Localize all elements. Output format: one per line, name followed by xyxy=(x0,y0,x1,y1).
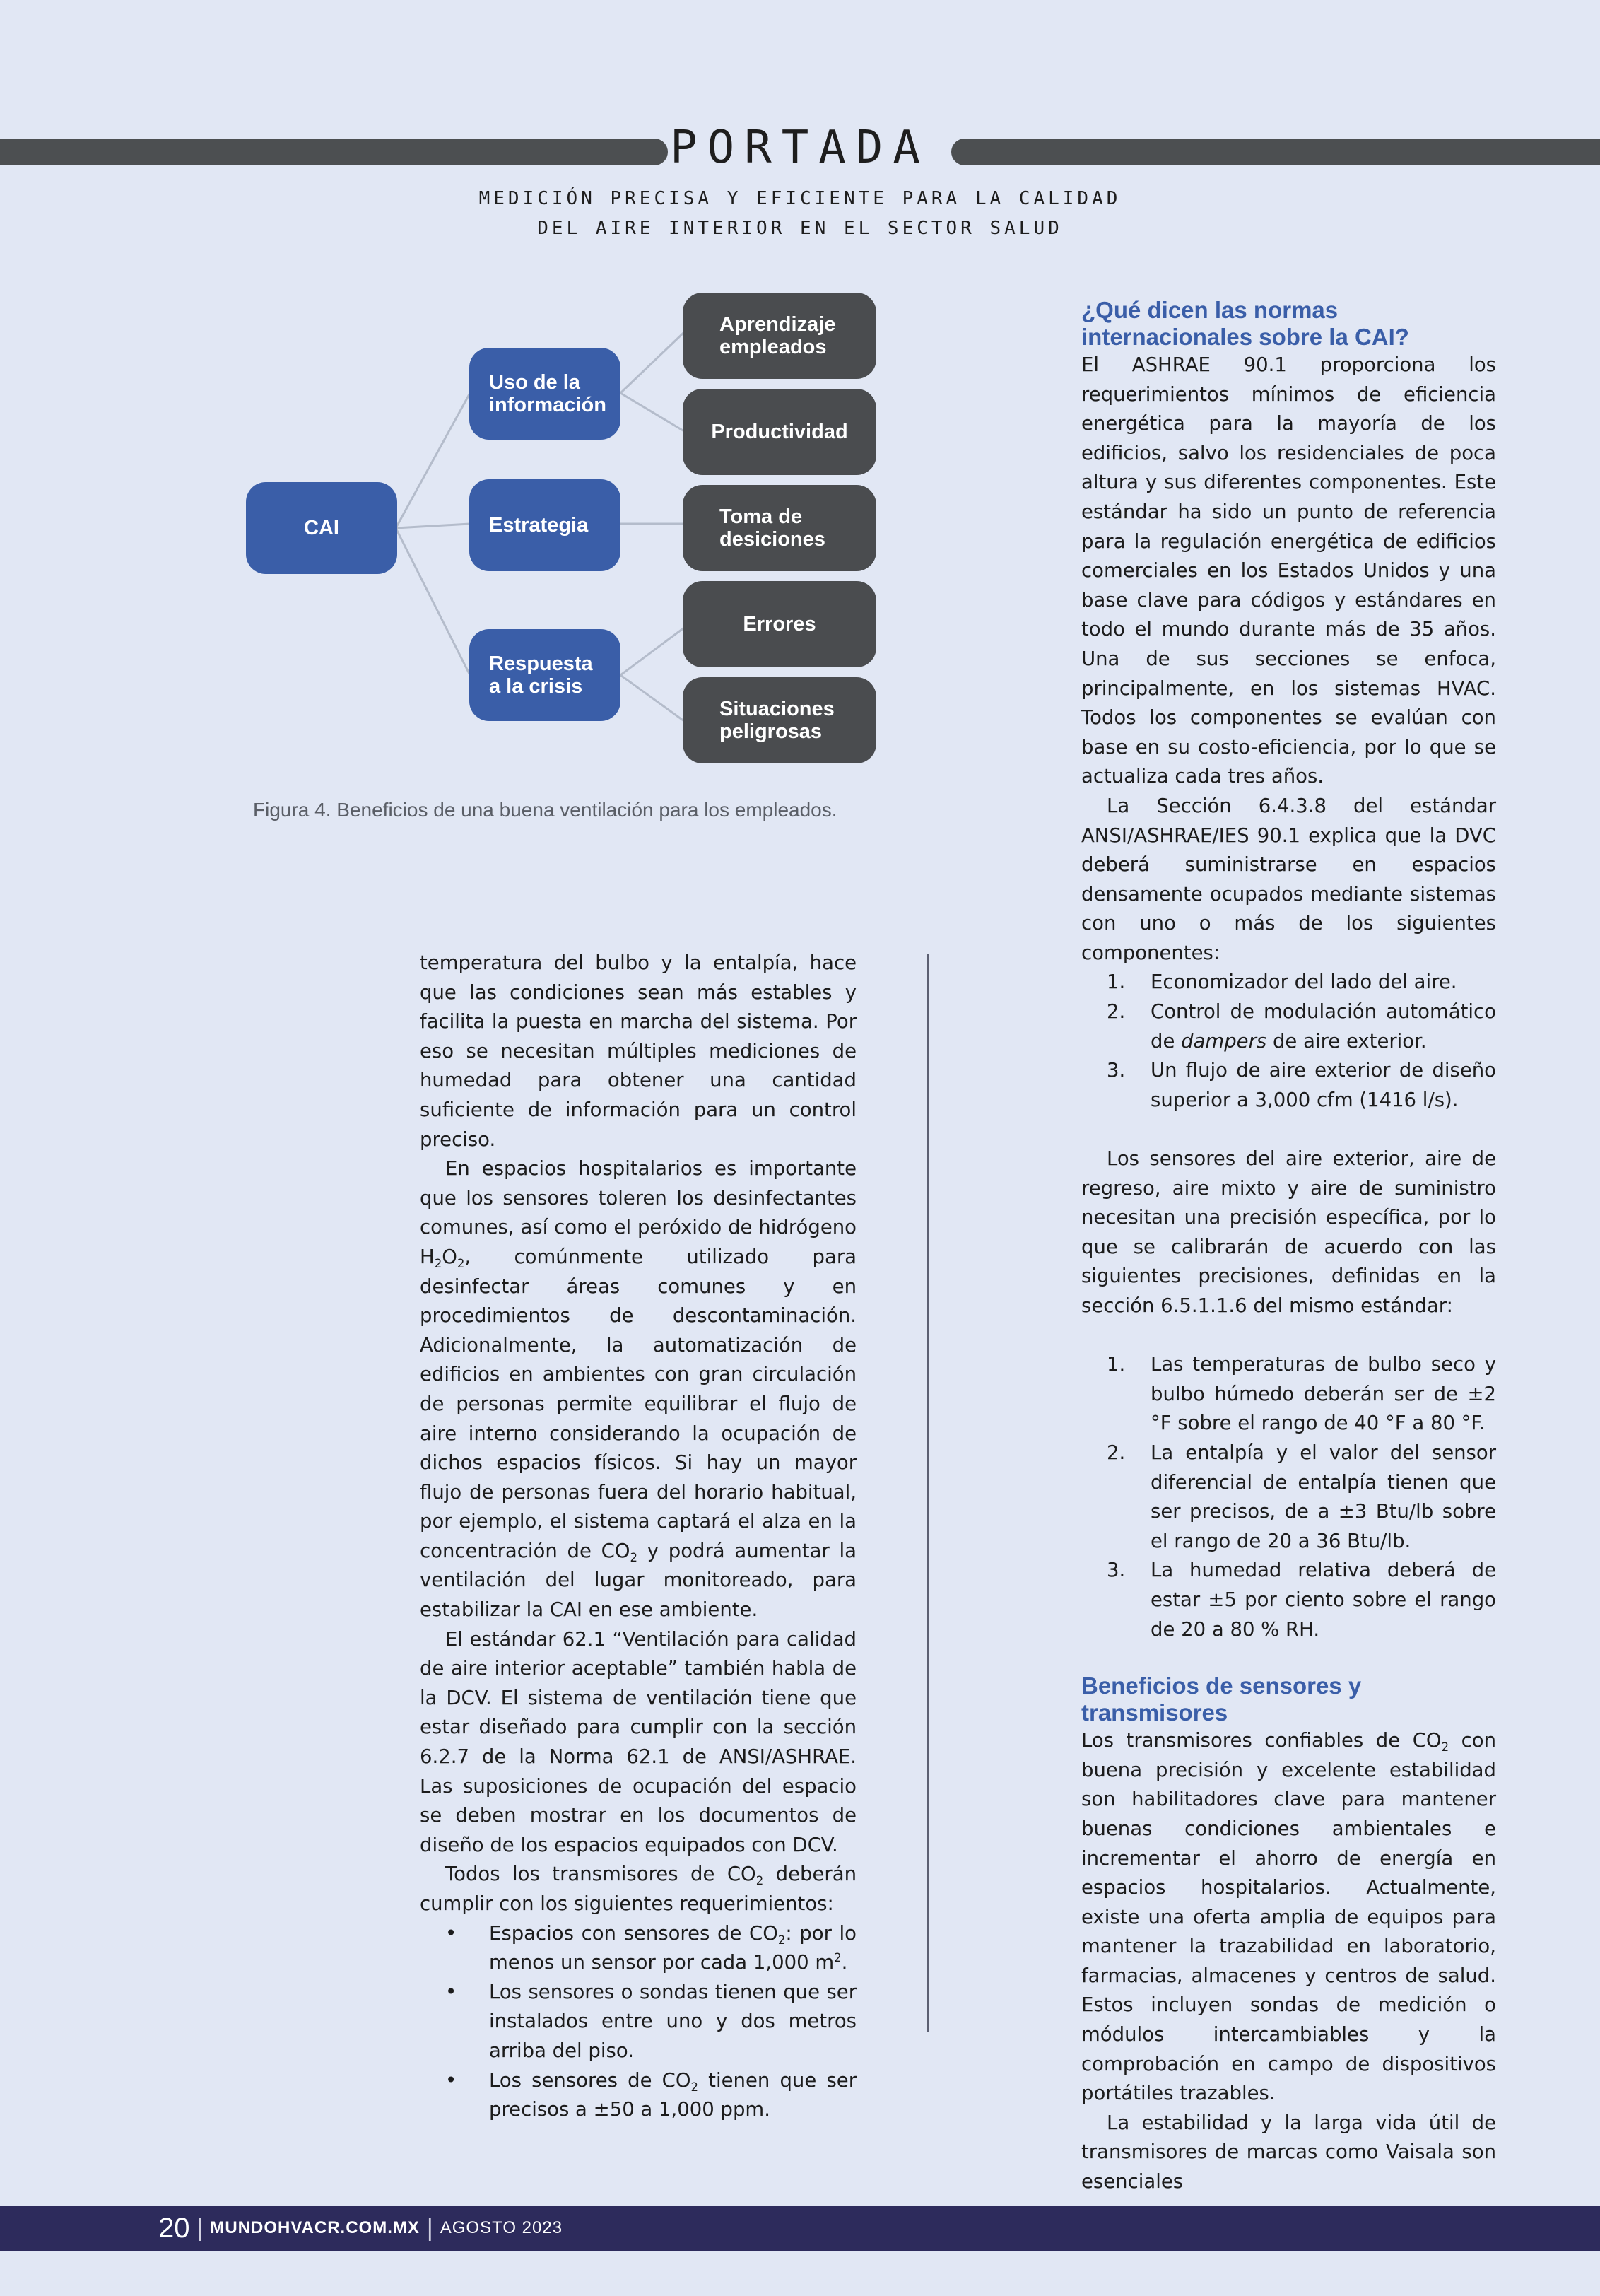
connector-root-branch1 xyxy=(396,393,470,528)
bullet-3-text-b: tienen que ser precisos a ±50 a 1,000 ppm. xyxy=(489,2068,857,2121)
footer-info xyxy=(158,2210,563,2247)
article-subtitle xyxy=(0,184,1600,243)
right-paragraph-4 xyxy=(1081,1726,1496,2109)
requirements-bullet-list xyxy=(420,1919,857,2125)
precision-item-3-text: La humedad relativa deberá de estar ±5 por ciento sobre el rango de 20 a 80 % RH. xyxy=(1151,1559,1496,1641)
right-p4-text-a: Los transmisores confiables de CO xyxy=(1081,1729,1442,1752)
column-divider xyxy=(927,954,929,2032)
mid-p2-text-c: , comúnmente utilizado para desinfectar áreas comunes y en procedimientos de descontaminación. Adicionalmente, la automatización de edificios en ambientes con gran circulación de personas permite equilibrar el flujo de aire interno considerando la ocupación de dichos espacios físicos. Si hay un mayor flujo de personas fuera del horario habitual, por ejemplo, el sistema captará el alza en la concentración de CO xyxy=(420,1245,857,1562)
subscript-2: 2 xyxy=(690,2080,699,2094)
number-marker: 3. xyxy=(1107,1059,1126,1082)
bullet-marker: • xyxy=(445,2068,457,2092)
bullet-item-3 xyxy=(420,2066,857,2125)
node-uso-informacion xyxy=(469,348,620,440)
number-marker: 3. xyxy=(1107,1559,1126,1582)
precision-item-2 xyxy=(1081,1439,1496,1556)
node-respuesta-crisis xyxy=(469,629,620,721)
bullet-1-text-b: : por lo menos un sensor por cada 1,000 m xyxy=(489,1921,857,1974)
node-uso-informacion-label xyxy=(489,371,606,416)
mid-paragraph-1: temperatura del bulbo y la entalpía, hace que las condiciones sean más estables y facilita la puesta en marcha del sistema. Por eso se necesitan múltiples mediciones de humedad para obtener una cantidad suficiente de información para un control preciso. xyxy=(420,951,857,1151)
subscript-2: 2 xyxy=(755,1874,764,1888)
connector-branch1-leaf1 xyxy=(620,332,684,393)
node-situaciones-label xyxy=(719,698,835,743)
connector-branch1-leaf2 xyxy=(620,393,684,431)
numbered-item-3-text: Un flujo de aire exterior de diseño superior a 3,000 cfm (1416 l/s). xyxy=(1151,1059,1496,1111)
connector-root-branch2 xyxy=(396,524,470,528)
footer-separator: | xyxy=(196,2214,204,2242)
node-respuesta-crisis-line1: Respuesta xyxy=(489,652,593,675)
spacer xyxy=(1081,1321,1496,1351)
node-uso-informacion-line1: Uso de la xyxy=(489,371,580,394)
numbered-item-1-text: Economizador del lado del aire. xyxy=(1151,971,1457,994)
node-toma-desiciones xyxy=(683,485,876,571)
page-number: 20 xyxy=(158,2212,190,2244)
node-errores-label: Errores xyxy=(743,613,816,636)
mid-p2-text-a: En espacios hospitalarios es importante que los sensores toleren los desinfectantes comunes, así como el peróxido de hidrógeno H xyxy=(420,1157,857,1268)
node-aprendizaje-label xyxy=(719,313,835,358)
precision-item-3 xyxy=(1081,1556,1496,1644)
connector-branch3-leaf4 xyxy=(620,628,684,675)
mid-paragraph-2 xyxy=(420,1154,857,1625)
node-toma-desiciones-label xyxy=(719,505,825,551)
issue-date: AGOSTO 2023 xyxy=(440,2218,563,2237)
node-respuesta-crisis-label xyxy=(489,652,593,698)
node-estrategia-label: Estrategia xyxy=(489,514,589,537)
precision-item-2-text: La entalpía y el valor del sensor diferencial de entalpía tienen que ser precisos, de a ±3 Btu/lb sobre el rango de 20 a 36 Btu/lb. xyxy=(1151,1441,1496,1552)
right-paragraph-1: El ASHRAE 90.1 proporciona los requerimientos mínimos de eficiencia energética para la mayoría de los edificios, salvo los residenciales de poca altura y sus diferentes componentes. Este estándar ha sido un punto de referencia para la regulación energética de edificios comerciales en los Estados Unidos y una base clave para códigos y estándares en todo el mundo durante más de 35 años. Una de sus secciones se enfoca, principalmente, en los sistemas HVAC. Todos los componentes se evalúan con base en su costo-eficiencia, por lo que se actualiza cada tres años. xyxy=(1081,353,1496,788)
subtitle-line-1: MEDICIÓN PRECISA Y EFICIENTE PARA LA CALIDAD xyxy=(478,188,1122,209)
numbered-item-2-text-c: de aire exterior. xyxy=(1266,1029,1427,1053)
node-toma-desiciones-line1: Toma de xyxy=(719,505,803,528)
node-productividad xyxy=(683,389,876,475)
node-productividad-label: Productividad xyxy=(711,421,848,443)
bullet-marker: • xyxy=(445,1980,457,2003)
section-title: PORTADA xyxy=(670,122,930,174)
heading-beneficios: Beneficios de sensores y transmisores xyxy=(1081,1673,1362,1726)
node-respuesta-crisis-line2: a la crisis xyxy=(489,675,583,698)
node-situaciones-peligrosas xyxy=(683,677,876,763)
node-uso-informacion-line2: información xyxy=(489,394,606,416)
subscript-2: 2 xyxy=(1441,1740,1449,1755)
components-numbered-list xyxy=(1081,968,1496,1115)
benefits-diagram xyxy=(226,283,905,778)
node-aprendizaje-line1: Aprendizaje xyxy=(719,313,836,336)
connector-root-branch3 xyxy=(396,528,470,675)
footer-separator: | xyxy=(426,2214,433,2242)
right-paragraph-5: La estabilidad y la larga vida útil de transmisores de marcas como Vaisala son esenciales xyxy=(1081,2111,1496,2194)
heading-normas: ¿Qué dicen las normas internacionales sobre la CAI? xyxy=(1081,297,1409,350)
precision-numbered-list xyxy=(1081,1350,1496,1644)
mid-p4-text-b: deberán cumplir con los siguientes requerimientos: xyxy=(420,1863,857,1915)
bullet-marker: • xyxy=(445,1921,457,1945)
spacer xyxy=(1081,1115,1496,1144)
mid-paragraph-3: El estándar 62.1 “Ventilación para calidad de aire interior aceptable” también habla de la DCV. El sistema de ventilación tiene que estar diseñado para cumplir con la sección 6.2.7 de la Norma 62.1 de ANSI/ASHRAE. Las suposiciones de ocupación del espacio se deben mostrar en los documentos de diseño de los espacios equipados con DCV. xyxy=(420,1627,857,1856)
numbered-item-3 xyxy=(1081,1056,1496,1115)
node-situaciones-line1: Situaciones xyxy=(719,698,835,720)
number-marker: 2. xyxy=(1107,1000,1126,1024)
mid-p4-text-a: Todos los transmisores de CO xyxy=(445,1863,756,1886)
subscript-2: 2 xyxy=(457,1256,465,1270)
bullet-item-1 xyxy=(420,1919,857,1978)
right-paragraph-2: La Sección 6.4.3.8 del estándar ANSI/ASHRAE/IES 90.1 explica que la DVC deberá suministrarse en espacios densamente ocupados mediante sistemas con uno o más de los siguientes componentes: xyxy=(1081,794,1496,964)
node-toma-desiciones-line2: desiciones xyxy=(719,528,825,551)
mid-p2-text-d: y podrá aumentar la ventilación del lugar monitoreado, para estabilizar la CAI en ese ambiente. xyxy=(420,1539,857,1622)
connector-branch3-leaf5 xyxy=(620,675,684,721)
number-marker: 1. xyxy=(1107,1353,1126,1376)
subtitle-line-2: DEL AIRE INTERIOR EN EL SECTOR SALUD xyxy=(537,218,1063,239)
subscript-2: 2 xyxy=(777,1933,786,1947)
node-cai-label: CAI xyxy=(304,517,339,539)
right-paragraph-3: Los sensores del aire exterior, aire de regreso, aire mixto y aire de suministro necesitan una precisión específica, por lo que se calibrarán de acuerdo con las siguientes precisiones, definidas en la sección 6.5.1.1.6 del mismo estándar: xyxy=(1081,1147,1496,1317)
subscript-2: 2 xyxy=(630,1550,637,1564)
body-column-middle xyxy=(420,949,857,2125)
bullet-1-text-a: Espacios con sensores de CO xyxy=(489,1921,778,1945)
numbered-item-1 xyxy=(1081,968,1496,997)
node-aprendizaje-line2: empleados xyxy=(719,336,827,358)
bullet-1-text-c: . xyxy=(841,1951,848,1974)
numbered-item-2 xyxy=(1081,997,1496,1056)
bullet-3-text-a: Los sensores de CO xyxy=(489,2068,691,2092)
subscript-2: 2 xyxy=(434,1256,442,1270)
bullet-2-text: Los sensores o sondas tienen que ser instalados entre uno y dos metros arriba del piso. xyxy=(489,1980,857,2062)
spacer xyxy=(1081,1644,1496,1673)
node-estrategia xyxy=(469,479,620,571)
node-aprendizaje xyxy=(683,293,876,379)
superscript-2: 2 xyxy=(834,1951,842,1965)
bullet-item-2 xyxy=(420,1978,857,2066)
mid-p2-text-b: O xyxy=(442,1245,457,1268)
precision-item-1-text: Las temperaturas de bulbo seco y bulbo húmedo deberán ser de ±2 °F sobre el rango de 40 °F a 80 °F. xyxy=(1151,1353,1496,1435)
number-marker: 1. xyxy=(1107,971,1126,994)
node-cai xyxy=(246,482,397,574)
precision-item-1 xyxy=(1081,1350,1496,1439)
site-link[interactable]: MUNDOHVACR.COM.MX xyxy=(210,2218,420,2237)
number-marker: 2. xyxy=(1107,1441,1126,1464)
figure-caption: Figura 4. Beneficios de una buena ventilación para los empleados. xyxy=(253,799,837,821)
node-errores xyxy=(683,581,876,667)
mid-paragraph-4 xyxy=(420,1860,857,1919)
numbered-item-2-text-a: Control de modulación automático de xyxy=(1151,1000,1496,1053)
node-situaciones-line2: peligrosas xyxy=(719,720,823,743)
numbered-item-2-italic: dampers xyxy=(1181,1029,1267,1053)
right-p4-text-b: con buena precisión y excelente estabilidad son habilitadores clave para mantener buenas condiciones ambientales e incrementar el ahorro de energía en espacios hospitalarios. Actualmente, existe una oferta amplia de equipos para mantener la trazabilidad en laboratorio, farmacias, almacenes y centros de salud. Estos incluyen sondas de medición o módulos intercambiables y la comprobación en campo de dispositivos portátiles trazables. xyxy=(1081,1729,1496,2105)
body-column-right xyxy=(1081,297,1496,2197)
